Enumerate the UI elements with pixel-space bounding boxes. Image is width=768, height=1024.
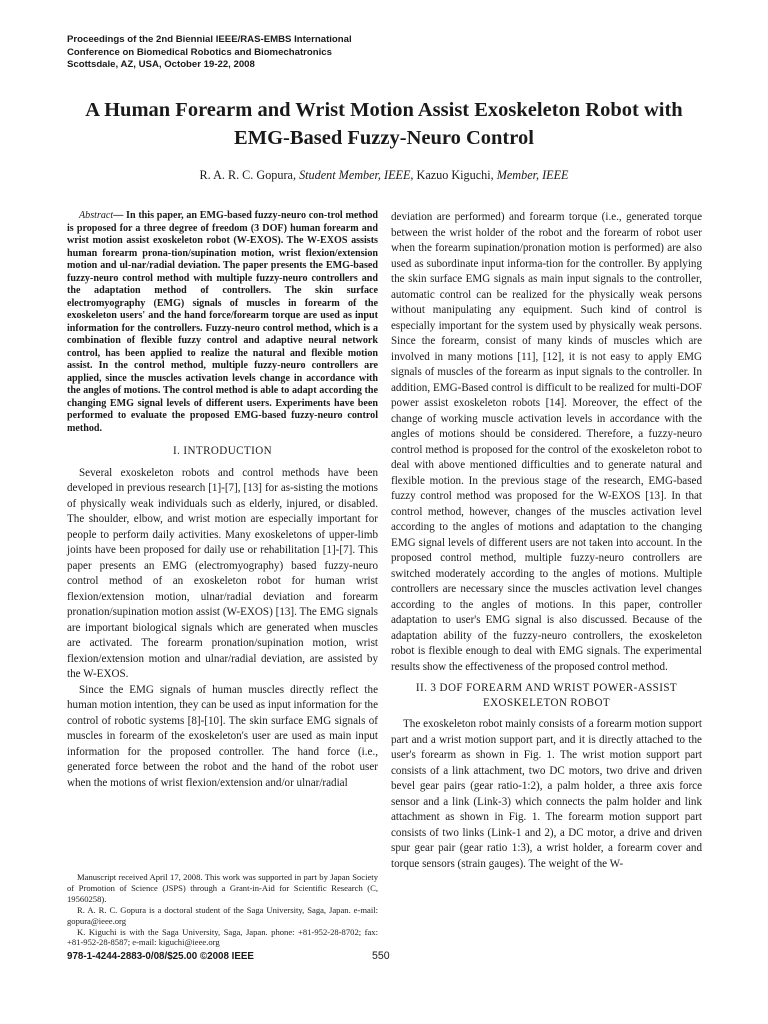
author-gopura-affiliation: Student Member, IEEE (299, 168, 411, 182)
robot-paragraph-1: The exoskeleton robot mainly consists of a forearm motion support part and a wrist motion support part, and it is directly attached to the user's forearm as shown in Fig. 1. The wrist motion support part consists of a link attachment, two DC motors, two drive and driven bevel gear pairs (gear ratio-1:2), a palm holder, a three axis force sensor and a link (Link-3) which connects the palm holder and link attachment as shown in Fig. 1. The forearm motion support part consists of two links (Link-1 and 2), a DC motor, a drive and driven spur gear pair (gear ratio 1:3), a wrist holder, a forearm cover and torque sensors (strain gauges). The weight of the W- (391, 718, 702, 870)
left-column (67, 210, 378, 791)
right-column (391, 210, 702, 872)
page-number: 550 (372, 950, 390, 962)
author-kiguchi-affiliation: Member, IEEE (496, 168, 569, 182)
footnote-block (67, 872, 378, 948)
abstract (67, 210, 378, 435)
footnote-kiguchi: K. Kiguchi is with the Saga University, Saga, Japan. phone: +81-952-28-8702; fax: +81-952-28-8587; e-mail: kiguchi@ieee.org (67, 926, 378, 948)
header-line-3: Scottsdale, AZ, USA, October 19-22, 2008 (67, 59, 255, 71)
footnote-manuscript: Manuscript received April 17, 2008. This work was supported in part by Japan Society of Promotion of Science (JSPS) through a Grant-in-Aid for Scientific Research (C, 19560258). (67, 872, 378, 904)
title-line-2: EMG-Based Fuzzy-Neuro Control (234, 127, 534, 149)
header-line-1: Proceedings of the 2nd Biennial IEEE/RAS-EMBS International (67, 34, 352, 45)
section-heading-line-1: II. 3 DOF FOREARM AND WRIST POWER-ASSIST (415, 682, 678, 694)
section-heading-line-2: EXOSKELETON ROBOT (482, 697, 611, 709)
author-gopura: R. A. R. C. Gopura, (199, 168, 300, 182)
conference-header (67, 34, 467, 72)
isbn-footer: 978-1-4244-2883-0/08/$25.00 ©2008 IEEE (67, 951, 254, 962)
author-line (40, 168, 728, 183)
paper-title (40, 96, 728, 152)
header-line-2: Conference on Biomedical Robotics and Biomechatronics (67, 46, 332, 58)
footnote-gopura: R. A. R. C. Gopura is a doctoral student of the Saga University, Saga, Japan. e-mail: gopura@ieee.org (67, 904, 378, 926)
intro-paragraph-2: Since the EMG signals of human muscles directly reflect the human motion intention, they can be used as input information for the control of robotic systems [8]-[10]. The skin surface EMG signals of muscles in forearm of the exoskeleton's user are used as main input information for the proposed controller. The hand force (i.e., generated force between the robot and the hand of the robot user when the motions of wrist flexion/extension and/or ulnar/radial (67, 683, 378, 789)
intro-paragraph-1: Several exoskeleton robots and control methods have been developed in previous research [1]-[7], [13] for as-sisting the motions of physically weak individuals such as elderly, injured, or disabled. The shoulder, elbow, and wrist motion are especially important for people to perform daily activities. Many exoskeletons of upper-limb joints have been proposed for daily use or rehabilitation [1]-[7]. This paper presents an EMG (electromyography) based fuzzy-neuro control method of an exoskeleton robot for human wrist flexion/extension motion, ulnar/radial deviation and forearm pronation/supination motion assist (W-EXOS) [13]. The EMG signals are important biological signals which are generated when muscles are activated. The forearm pronation/supination motion, wrist flexion/extension motion and ulnar/radial deviation, are assisted by the W-EXOS. (67, 466, 378, 680)
intro-paragraph-3: deviation are performed) and forearm torque (i.e., generated torque between the wrist holder of the robot and the forearm of robot user when the forearm supination/pronation motion is performed) are also used as subordinate input informa-tion for the controller. By applying the skin surface EMG signals as main input signals to the controller, automatic control can be realized for the physically weak persons without manipulating any equipment. Such kind of control is especially important for the system used by physically weak persons. Since the forearm, consist of many kinds of muscles which are involved in many motions [11], [12], it is not easy to apply EMG signals of muscles of the forearm as input signals to the controller. In addition, EMG-Based control is difficult to be realized for multi-DOF power assist exoskeleton robots [14]. Moreover, the effect of the change of working muscle activation levels in accordance with the angles of motions should be considered. Therefore, a fuzzy-neuro control method is proposed for the control of the exoskeleton robot to deal with above mentioned difficulties and to generate natural and flexible motion. In the previous stage of the research, EMG-based fuzzy control method was proposed for the W-EXOS [13]. In that control method, however, changes of the muscles activation level according to the angles of motions and adaptation to the changing EMG signal levels of different users are not taken into account. In the proposed control method, multiple fuzzy-neuro controllers are switched moderately according to the angles of motions. Multiple controllers are necessary since the muscles activation level changes according to the angles of motions. In this paper, controller adaptation to user's EMG signal is also discussed. Because of the adaptation ability of the fuzzy-neuro controllers, the exoskeleton robot is flexible enough to deal with EMG signals. The experimental results show the effectiveness of the proposed control method. (391, 211, 702, 673)
title-line-1: A Human Forearm and Wrist Motion Assist Exoskeleton Robot with (85, 99, 683, 121)
abstract-label: Abstract (79, 210, 114, 221)
section-heading-introduction: I. INTRODUCTION (172, 445, 273, 457)
abstract-text: — In this paper, an EMG-based fuzzy-neuro con-trol method is proposed for a three degree of freedom (3 DOF) human forearm and wrist motion assist exoskeleton robot (W-EXOS). The W-EXOS assists human forearm prona-tion/supination motion, wrist flexion/extension motion and ul-nar/radial deviation. The paper presents the EMG-based fuzzy-neuro control method with multiple fuzzy-neuro controllers and the adaptation method of controllers. The skin surface electromyography (EMG) signals of muscles in forearm of the exoskeleton users' and the hand force/forearm torque are used as input information for the controllers. Fuzzy-neuro control method, which is a combination of flexible fuzzy control and adaptive neural network control, has been applied to realize the natural and flexible motion assist. In the control method, multiple fuzzy-neuro controllers are applied, since the muscles activation levels change in accordance with the angles of motions. The control method is able to adapt according the changing EMG signal levels of different users. Experiments have been performed to evaluate the proposed EMG-based fuzzy-neuro control method. (67, 210, 378, 434)
section-heading-exoskeleton (391, 681, 702, 711)
author-separator: , Kazuo Kiguchi, (410, 168, 497, 182)
